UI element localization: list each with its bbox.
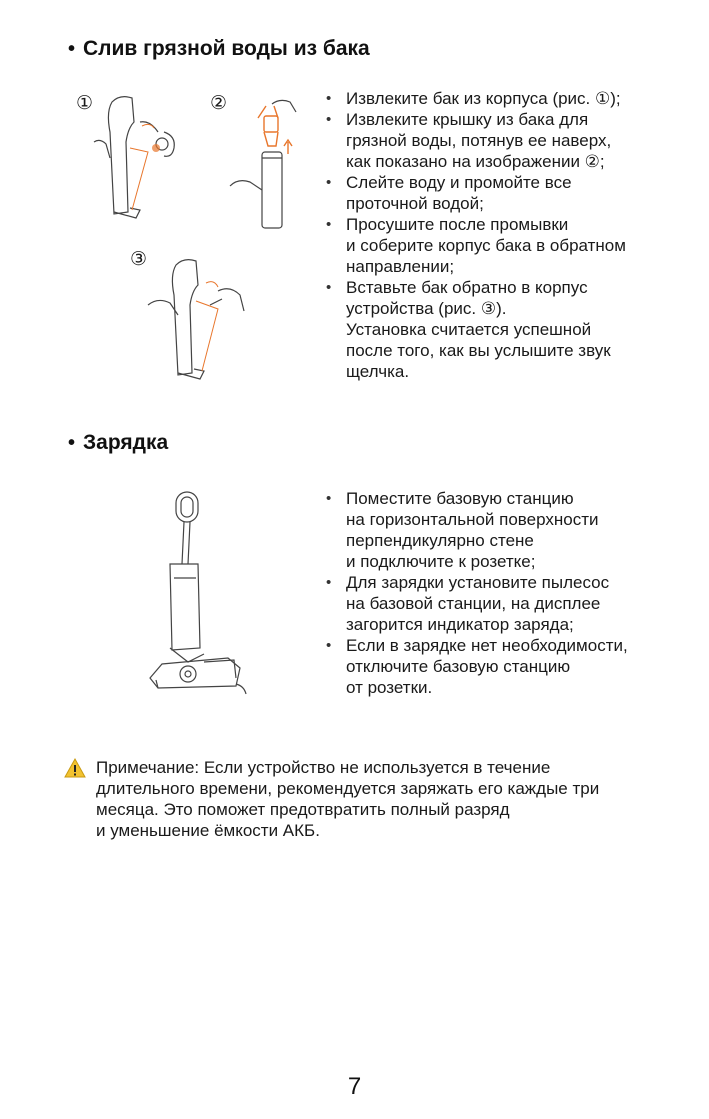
list-item bbox=[322, 109, 626, 172]
page-number: 7 bbox=[347, 1073, 362, 1100]
list-item bbox=[322, 635, 628, 698]
list-item-line: Установка считается успешной bbox=[346, 320, 592, 339]
list-item-line: загорится индикатор заряда; bbox=[346, 615, 574, 634]
list-item-line: • Если в зарядке нет необходимости, bbox=[346, 636, 628, 655]
title-bullet: • bbox=[68, 432, 76, 454]
list-item-line: на горизонтальной поверхности bbox=[346, 510, 599, 529]
section-title-text: Слив грязной воды из бака bbox=[83, 37, 370, 60]
list-item bbox=[322, 572, 628, 635]
list-item bbox=[322, 88, 626, 109]
list-item-line: грязной воды, потянув ее наверх, bbox=[346, 131, 612, 150]
warning-icon bbox=[64, 758, 86, 778]
list-item-line: • Извлеките крышку из бака для bbox=[346, 110, 589, 129]
list-item bbox=[322, 172, 626, 214]
lid-removal-illustration bbox=[228, 98, 308, 233]
list-item-line: от розетки. bbox=[346, 678, 433, 697]
list-item-line: • Просушите после промывки bbox=[346, 215, 569, 234]
drain-steps-list bbox=[322, 88, 626, 382]
list-item bbox=[322, 214, 626, 277]
list-item-line: как показано на изображении ②; bbox=[346, 152, 605, 171]
list-item-line: устройства (рис. ③). bbox=[346, 299, 507, 318]
list-item-line: направлении; bbox=[346, 257, 455, 276]
note-line: Примечание: Если устройство не используется в течение bbox=[96, 758, 551, 777]
list-item-line: и соберите корпус бака в обратном bbox=[346, 236, 626, 255]
charging-station-illustration bbox=[148, 488, 248, 698]
section-title-drain bbox=[68, 36, 370, 62]
list-item-line: • Извлеките бак из корпуса (рис. ①); bbox=[346, 89, 621, 108]
list-item-line: • Для зарядки установите пылесос bbox=[346, 573, 610, 592]
tank-insert-illustration bbox=[148, 255, 258, 380]
list-item-line: после того, как вы услышите звук bbox=[346, 341, 611, 360]
list-item-line: проточной водой; bbox=[346, 194, 484, 213]
list-item-line: и подключите к розетке; bbox=[346, 552, 536, 571]
list-item bbox=[322, 488, 628, 572]
list-item-line: на базовой станции, на дисплее bbox=[346, 594, 601, 613]
note-line: и уменьшение ёмкости АКБ. bbox=[96, 821, 320, 840]
figure-label-1: ① bbox=[76, 93, 94, 114]
list-item-line: • Поместите базовую станцию bbox=[346, 489, 574, 508]
list-item-line: отключите базовую станцию bbox=[346, 657, 571, 676]
figure-label-2: ② bbox=[210, 93, 228, 114]
note-line: месяца. Это поможет предотвратить полный разряд bbox=[96, 800, 510, 819]
note-text bbox=[96, 757, 599, 841]
tank-removal-illustration bbox=[92, 92, 182, 222]
figure-label-3: ③ bbox=[130, 249, 148, 270]
list-item bbox=[322, 277, 626, 382]
list-item-line: щелчка. bbox=[346, 362, 410, 381]
note-line: длительного времени, рекомендуется заряжать его каждые три bbox=[96, 779, 600, 798]
list-item-line: • Слейте воду и промойте все bbox=[346, 173, 572, 192]
list-item-line: • Вставьте бак обратно в корпус bbox=[346, 278, 588, 297]
charging-steps-list bbox=[322, 488, 628, 698]
list-item-line: перпендикулярно стене bbox=[346, 531, 534, 550]
section-title-charging bbox=[68, 430, 168, 456]
section-title-text: Зарядка bbox=[83, 431, 169, 454]
title-bullet: • bbox=[68, 38, 76, 60]
